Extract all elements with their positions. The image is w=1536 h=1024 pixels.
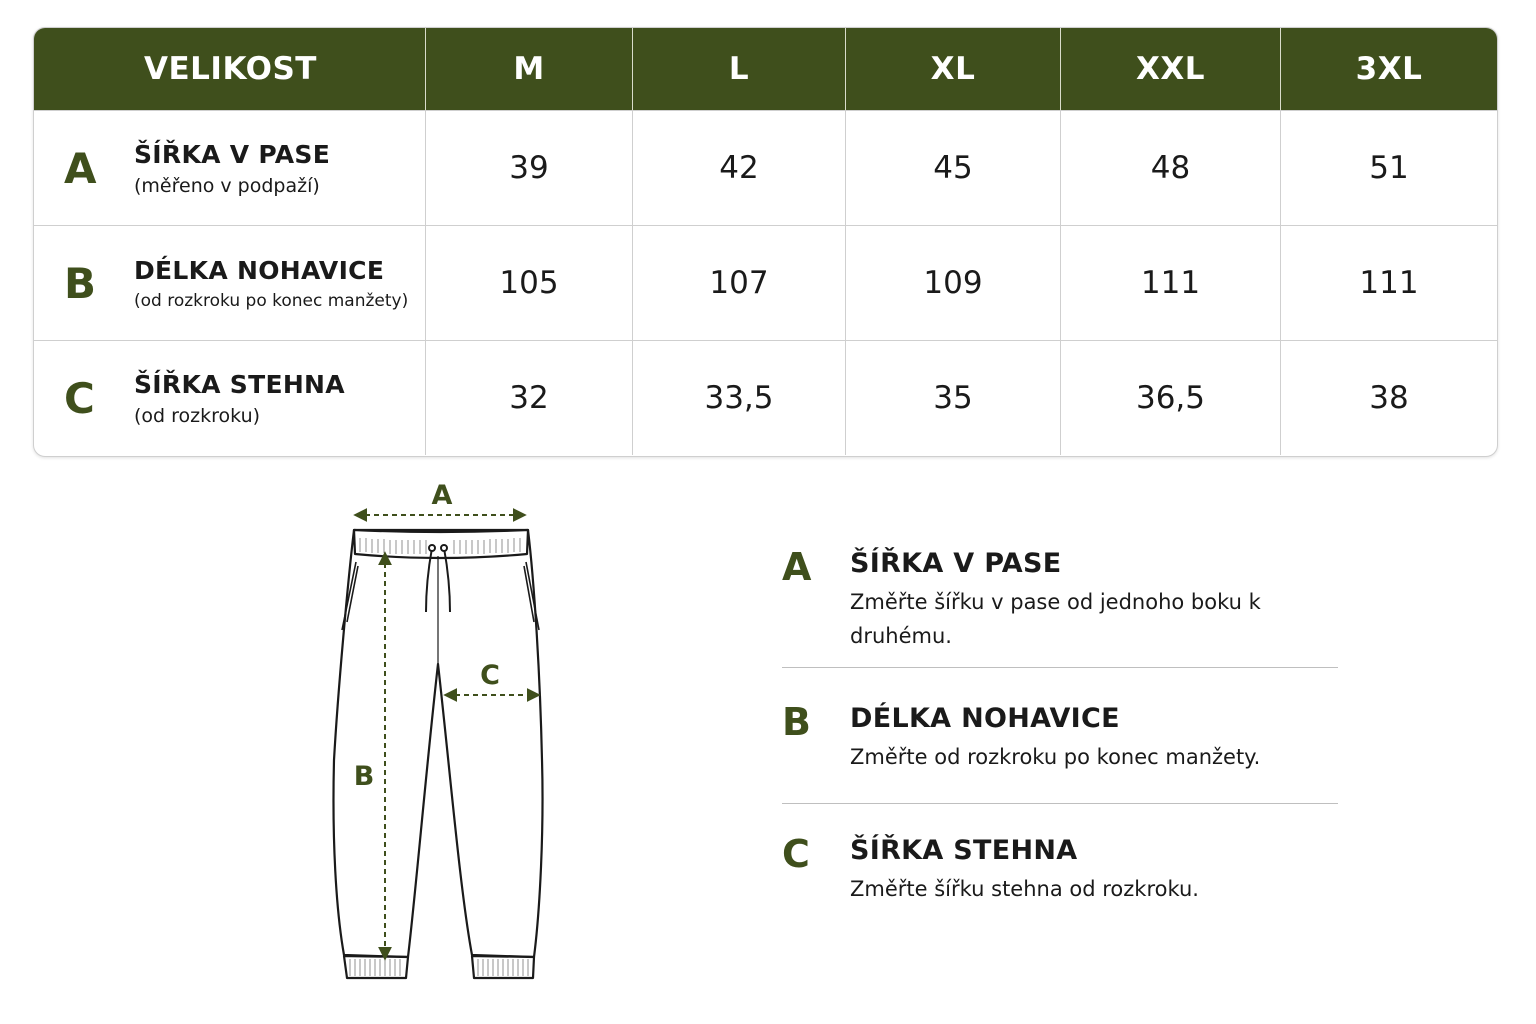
measure-a-label: A [431,480,453,511]
legend-description: Změřte šířku v pase od jednoho boku k druhému. [850,590,1261,648]
row-label-cell [34,341,425,455]
value-cell: 35 [845,341,1060,455]
measure-c-label: C [480,660,500,691]
row-letter: C [64,373,95,423]
legend-letter: A [782,545,812,589]
row-label-cell [34,226,425,340]
value-cell: 51 [1280,111,1497,225]
legend-item [782,545,1338,667]
legend-item [782,668,1338,772]
value-cell: 33,5 [632,341,845,455]
legend-letter: B [782,700,811,744]
table-row [34,340,1497,455]
header-size-3xl: 3XL [1280,28,1497,110]
value-cell: 42 [632,111,845,225]
header-size-l: L [632,28,845,110]
measure-b-label: B [353,761,375,792]
header-size-m: M [425,28,632,110]
value-cell: 111 [1060,226,1280,340]
value-cell: 107 [632,226,845,340]
table-header-row [34,28,1497,110]
row-subtitle: (od rozkroku) [134,404,261,427]
value-cell: 105 [425,226,632,340]
row-title: ŠÍŘKA STEHNA [134,369,345,399]
legend-title: DÉLKA NOHAVICE [850,703,1120,734]
value-cell: 32 [425,341,632,455]
header-size-xl: XL [845,28,1060,110]
value-cell: 111 [1280,226,1497,340]
value-cell: 39 [425,111,632,225]
table-row [34,110,1497,225]
value-cell: 109 [845,226,1060,340]
row-letter: A [64,143,97,193]
legend-description: Změřte šířku stehna od rozkroku. [850,877,1199,901]
legend-title: ŠÍŘKA STEHNA [850,835,1078,866]
legend-title: ŠÍŘKA V PASE [850,548,1062,579]
legend-item [782,804,1338,906]
legend-description: Změřte od rozkroku po konec manžety. [850,745,1261,769]
size-table [33,27,1498,457]
table-row [34,225,1497,340]
header-size-xxl: XXL [1060,28,1280,110]
row-letter: B [64,258,97,308]
header-size-label: VELIKOST [144,51,317,87]
row-title: ŠÍŘKA V PASE [134,139,331,169]
value-cell: 45 [845,111,1060,225]
measurement-legend [782,545,1338,906]
value-cell: 36,5 [1060,341,1280,455]
value-cell: 48 [1060,111,1280,225]
value-cell: 38 [1280,341,1497,455]
legend-letter: C [782,832,810,876]
row-label-cell [34,111,425,225]
pants-measurement-diagram [320,470,560,990]
row-subtitle: (měřeno v podpaží) [134,174,320,197]
row-subtitle: (od rozkroku po konec manžety) [134,290,409,311]
row-title: DÉLKA NOHAVICE [134,255,385,285]
